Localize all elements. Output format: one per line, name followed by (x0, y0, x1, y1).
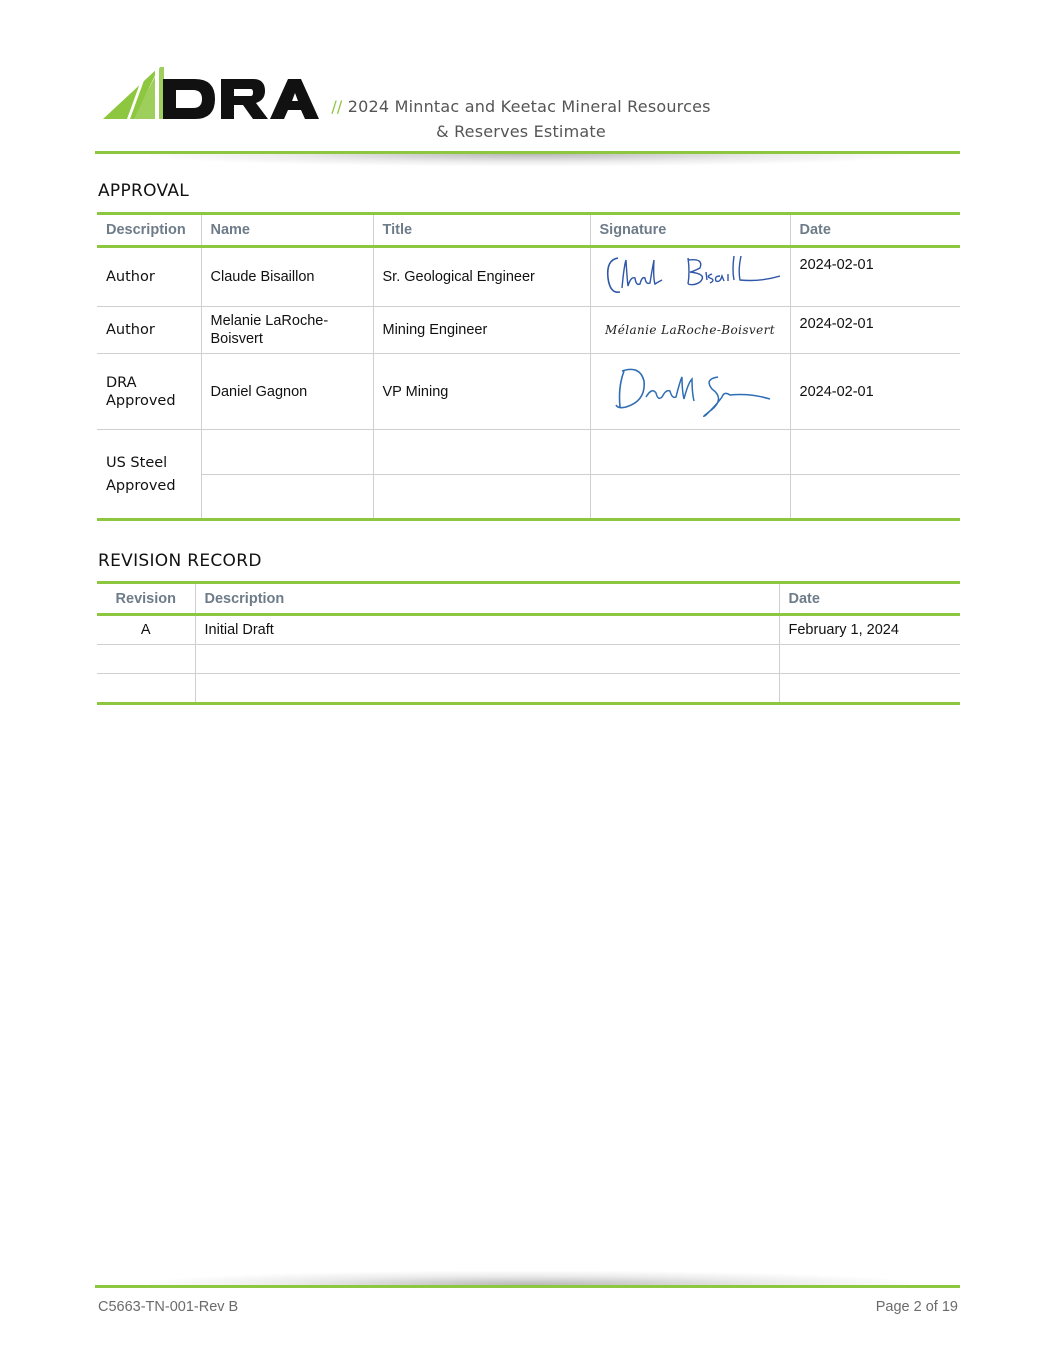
empty-cell (195, 674, 779, 704)
row-description: Author (97, 247, 201, 307)
empty-cell (201, 430, 373, 475)
column-header-name: Name (201, 214, 373, 247)
signature-daniel-gagnon (600, 357, 780, 423)
revision-header-row (97, 583, 960, 615)
column-header-description: Description (195, 583, 779, 615)
empty-cell (779, 645, 960, 674)
revision-description: Initial Draft (195, 615, 779, 645)
table-row (97, 430, 960, 475)
table-row (97, 674, 960, 704)
page-header (0, 0, 1055, 170)
title-slashes: // (331, 97, 343, 116)
title-line-2: & Reserves Estimate (436, 122, 606, 141)
row-date: 2024-02-01 (790, 307, 960, 354)
signature-cell (590, 307, 790, 354)
row-title: Mining Engineer (373, 307, 590, 354)
row-description (97, 430, 201, 520)
approval-heading: APPROVAL (98, 181, 190, 201)
footer-shadow (150, 1271, 910, 1285)
table-row (97, 247, 960, 307)
empty-cell (790, 430, 960, 475)
footer-rule (95, 1285, 960, 1288)
empty-cell (195, 645, 779, 674)
logo-text: DRA (103, 64, 106, 65)
revision-heading: REVISION RECORD (98, 551, 262, 571)
row-date: 2024-02-01 (790, 247, 960, 307)
row-name: Daniel Gagnon (201, 354, 373, 430)
row-description (97, 354, 201, 430)
column-header-description: Description (97, 214, 201, 247)
signature-text: Daniel Gagnon (600, 356, 607, 358)
column-header-revision: Revision (97, 583, 195, 615)
row-description: Author (97, 307, 201, 354)
empty-cell (97, 674, 195, 704)
signature-claude-bisaillon (600, 248, 780, 302)
column-header-date: Date (790, 214, 960, 247)
page-number: Page 2 of 19 (875, 1299, 958, 1315)
signature-cell (590, 247, 790, 307)
column-header-signature: Signature (590, 214, 790, 247)
document-title (326, 94, 716, 144)
column-header-date: Date (779, 583, 960, 615)
table-row (97, 615, 960, 645)
signature-cell (590, 354, 790, 430)
empty-cell (779, 674, 960, 704)
row-title: Sr. Geological Engineer (373, 247, 590, 307)
document-number: C5663-TN-001-Rev B (98, 1299, 239, 1315)
us-steel-line-1: US Steel (106, 455, 168, 471)
row-description-line-1: DRA (106, 374, 137, 391)
table-row (97, 645, 960, 674)
revision-value: A (97, 615, 195, 645)
approval-table (97, 212, 960, 521)
column-header-title: Title (373, 214, 590, 247)
row-title: VP Mining (373, 354, 590, 430)
empty-cell (97, 645, 195, 674)
empty-cell (201, 475, 373, 520)
table-row (97, 354, 960, 430)
empty-cell (790, 475, 960, 520)
signature-melanie-laroche-boisvert: Mélanie LaRoche-Boisvert (605, 323, 775, 337)
empty-cell (590, 475, 790, 520)
empty-cell (590, 430, 790, 475)
revision-table (97, 581, 960, 705)
dra-logo (103, 64, 319, 122)
row-name: Claude Bisaillon (201, 247, 373, 307)
table-row (97, 307, 960, 354)
header-shadow (150, 154, 910, 166)
table-row (97, 475, 960, 520)
approval-header-row (97, 214, 960, 247)
revision-date: February 1, 2024 (779, 615, 960, 645)
empty-cell (373, 475, 590, 520)
empty-cell (373, 430, 590, 475)
row-description-line-2: Approved (106, 392, 176, 409)
signature-text: Claude Bisaillon (600, 248, 608, 249)
us-steel-line-2: Approved (106, 478, 176, 494)
row-name: Melanie LaRoche-Boisvert (201, 307, 373, 354)
row-date: 2024-02-01 (790, 354, 960, 430)
title-line-1: 2024 Minntac and Keetac Mineral Resources (347, 97, 711, 116)
